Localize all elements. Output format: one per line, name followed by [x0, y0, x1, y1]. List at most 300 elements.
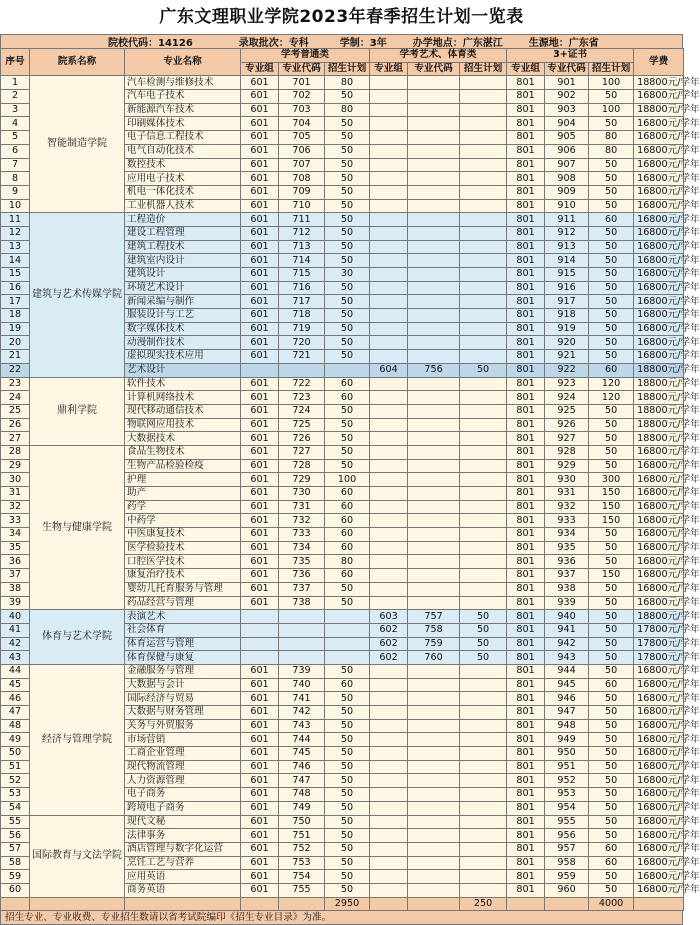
cert-code: 910 [545, 199, 589, 213]
major-name: 酒店管理与数字化运营 [125, 842, 241, 856]
general-group [241, 651, 279, 665]
arts-code [408, 185, 460, 199]
cert-code: 944 [545, 664, 589, 678]
cert-plan: 100 [589, 103, 634, 117]
cert-plan: 150 [589, 514, 634, 528]
cert-plan: 50 [589, 322, 634, 336]
major-name: 康复治疗技术 [125, 569, 241, 583]
arts-group [370, 692, 408, 706]
header-group-a: 学考普通类 [241, 49, 370, 63]
general-plan: 50 [325, 404, 370, 418]
general-plan: 60 [325, 487, 370, 501]
major-name: 新能源汽车技术 [125, 103, 241, 117]
total-c: 4000 [589, 897, 634, 910]
arts-group [370, 487, 408, 501]
arts-code: 756 [408, 363, 460, 377]
major-name: 服装设计与工艺 [125, 309, 241, 323]
general-plan: 50 [325, 719, 370, 733]
arts-group [370, 254, 408, 268]
cert-code: 936 [545, 555, 589, 569]
cert-plan: 50 [589, 158, 634, 172]
department-name: 体育与艺术学院 [30, 610, 125, 665]
arts-group [370, 144, 408, 158]
cert-plan: 50 [589, 692, 634, 706]
tuition-fee: 18800元/学年 [634, 404, 684, 418]
tuition-fee: 16800元/学年 [634, 747, 684, 761]
general-plan: 50 [325, 144, 370, 158]
arts-code [408, 226, 460, 240]
arts-plan [460, 199, 507, 213]
cert-code: 951 [545, 760, 589, 774]
arts-code [408, 842, 460, 856]
row-number: 9 [1, 185, 30, 199]
general-code: 722 [279, 377, 325, 391]
major-name: 中药学 [125, 514, 241, 528]
arts-plan: 50 [460, 637, 507, 651]
major-name: 体育保健与康复 [125, 651, 241, 665]
cert-code: 920 [545, 336, 589, 350]
arts-group [370, 240, 408, 254]
tuition-fee: 16800元/学年 [634, 445, 684, 459]
arts-group [370, 103, 408, 117]
cert-plan: 50 [589, 774, 634, 788]
arts-plan [460, 322, 507, 336]
cert-plan: 50 [589, 445, 634, 459]
general-code: 728 [279, 459, 325, 473]
cert-code: 953 [545, 788, 589, 802]
arts-plan [460, 692, 507, 706]
general-group: 601 [241, 350, 279, 364]
cert-plan: 50 [589, 528, 634, 542]
general-code: 755 [279, 883, 325, 897]
general-plan: 50 [325, 418, 370, 432]
tuition-fee: 18800元/学年 [634, 610, 684, 624]
arts-code [408, 473, 460, 487]
row-number: 52 [1, 774, 30, 788]
general-code [279, 363, 325, 377]
arts-group [370, 185, 408, 199]
row-number: 8 [1, 172, 30, 186]
general-code: 733 [279, 528, 325, 542]
cert-group: 801 [507, 281, 545, 295]
general-group: 601 [241, 131, 279, 145]
general-code: 749 [279, 801, 325, 815]
cert-code: 912 [545, 226, 589, 240]
cert-group: 801 [507, 76, 545, 90]
cert-group: 801 [507, 226, 545, 240]
arts-plan [460, 391, 507, 405]
arts-code [408, 295, 460, 309]
cert-plan: 50 [589, 185, 634, 199]
table-row [1, 76, 684, 90]
general-group: 601 [241, 268, 279, 282]
general-group: 601 [241, 733, 279, 747]
major-name: 现代物流管理 [125, 760, 241, 774]
major-name: 助产 [125, 487, 241, 501]
header-sub-plan: 招生计划 [325, 62, 370, 76]
arts-plan [460, 706, 507, 720]
general-group: 601 [241, 747, 279, 761]
row-number: 57 [1, 842, 30, 856]
cert-group: 801 [507, 350, 545, 364]
arts-code [408, 678, 460, 692]
cert-group: 801 [507, 363, 545, 377]
cert-code: 932 [545, 500, 589, 514]
arts-plan: 50 [460, 651, 507, 665]
cert-code: 955 [545, 815, 589, 829]
row-number: 56 [1, 829, 30, 843]
arts-plan [460, 144, 507, 158]
general-plan: 50 [325, 733, 370, 747]
general-code [279, 637, 325, 651]
row-number: 18 [1, 309, 30, 323]
row-number: 20 [1, 336, 30, 350]
major-name: 药品经营与管理 [125, 596, 241, 610]
tuition-fee: 16800元/学年 [634, 199, 684, 213]
general-group: 601 [241, 76, 279, 90]
tuition-fee: 16800元/学年 [634, 240, 684, 254]
arts-code [408, 322, 460, 336]
tuition-fee: 16800元/学年 [634, 555, 684, 569]
row-number: 1 [1, 76, 30, 90]
row-number: 10 [1, 199, 30, 213]
tuition-fee: 16800元/学年 [634, 801, 684, 815]
arts-code: 757 [408, 610, 460, 624]
arts-group [370, 733, 408, 747]
header-fee: 学费 [634, 49, 684, 76]
general-group: 601 [241, 760, 279, 774]
arts-group [370, 541, 408, 555]
admission-batch: 录取批次：专科 [238, 38, 309, 49]
arts-group [370, 664, 408, 678]
arts-code [408, 541, 460, 555]
arts-plan: 50 [460, 363, 507, 377]
general-plan: 50 [325, 254, 370, 268]
general-plan: 60 [325, 500, 370, 514]
major-name: 建筑工程技术 [125, 240, 241, 254]
general-code: 746 [279, 760, 325, 774]
general-code [279, 623, 325, 637]
cert-group: 801 [507, 144, 545, 158]
header-sub-group: 专业组 [370, 62, 408, 76]
arts-group [370, 774, 408, 788]
cert-plan: 50 [589, 281, 634, 295]
arts-code [408, 172, 460, 186]
tuition-fee: 16800元/学年 [634, 883, 684, 897]
arts-plan [460, 172, 507, 186]
arts-code [408, 774, 460, 788]
row-number: 41 [1, 623, 30, 637]
general-group: 601 [241, 829, 279, 843]
cert-code: 911 [545, 213, 589, 227]
cert-group: 801 [507, 418, 545, 432]
arts-group [370, 172, 408, 186]
general-plan: 50 [325, 226, 370, 240]
arts-code [408, 514, 460, 528]
cert-code: 909 [545, 185, 589, 199]
general-group [241, 637, 279, 651]
general-group: 601 [241, 432, 279, 446]
cert-plan: 50 [589, 240, 634, 254]
cert-group: 801 [507, 117, 545, 131]
department-name: 鼎利学院 [30, 377, 125, 445]
general-plan: 50 [325, 172, 370, 186]
arts-group [370, 678, 408, 692]
arts-plan [460, 747, 507, 761]
general-code: 712 [279, 226, 325, 240]
major-name: 药学 [125, 500, 241, 514]
arts-group [370, 842, 408, 856]
tuition-fee: 16800元/学年 [634, 815, 684, 829]
arts-group [370, 76, 408, 90]
major-name: 建设工程管理 [125, 226, 241, 240]
cert-code: 945 [545, 678, 589, 692]
tuition-fee: 18800元/学年 [634, 76, 684, 90]
arts-group [370, 760, 408, 774]
general-group: 601 [241, 254, 279, 268]
table-row [1, 213, 684, 227]
arts-plan [460, 774, 507, 788]
general-code: 701 [279, 76, 325, 90]
row-number: 11 [1, 213, 30, 227]
general-group: 601 [241, 692, 279, 706]
cert-code: 924 [545, 391, 589, 405]
general-group: 601 [241, 199, 279, 213]
general-group: 601 [241, 815, 279, 829]
arts-plan: 50 [460, 623, 507, 637]
general-group: 601 [241, 801, 279, 815]
major-name: 汽车检测与维修技术 [125, 76, 241, 90]
cert-plan: 50 [589, 295, 634, 309]
major-name: 虚拟现实技术应用 [125, 350, 241, 364]
cert-plan: 50 [589, 637, 634, 651]
arts-group [370, 883, 408, 897]
general-code: 732 [279, 514, 325, 528]
row-number: 34 [1, 528, 30, 542]
general-plan: 50 [325, 596, 370, 610]
arts-group [370, 528, 408, 542]
general-plan: 50 [325, 760, 370, 774]
header-group-c: 3+证书 [507, 49, 634, 63]
cert-group: 801 [507, 377, 545, 391]
general-code: 735 [279, 555, 325, 569]
cert-plan: 60 [589, 856, 634, 870]
cert-plan: 50 [589, 555, 634, 569]
major-name: 机电一体化技术 [125, 185, 241, 199]
page-title: 广东文理职业学院2023年春季招生计划一览表 [159, 7, 524, 27]
cert-code: 923 [545, 377, 589, 391]
general-plan: 50 [325, 883, 370, 897]
cert-code: 952 [545, 774, 589, 788]
row-number: 60 [1, 883, 30, 897]
arts-group [370, 226, 408, 240]
major-name: 生物产品检验检疫 [125, 459, 241, 473]
tuition-fee: 16800元/学年 [634, 500, 684, 514]
cert-group: 801 [507, 664, 545, 678]
cert-plan: 80 [589, 144, 634, 158]
cert-group: 801 [507, 760, 545, 774]
general-group: 601 [241, 487, 279, 501]
cert-plan: 50 [589, 432, 634, 446]
arts-code [408, 719, 460, 733]
arts-group: 602 [370, 637, 408, 651]
table-row [1, 377, 684, 391]
cert-group: 801 [507, 295, 545, 309]
cert-group: 801 [507, 733, 545, 747]
major-name: 口腔医学技术 [125, 555, 241, 569]
general-plan: 80 [325, 555, 370, 569]
row-number: 19 [1, 322, 30, 336]
general-plan: 50 [325, 90, 370, 104]
major-name: 体育运营与管理 [125, 637, 241, 651]
general-group: 601 [241, 295, 279, 309]
cert-group: 801 [507, 596, 545, 610]
general-code: 730 [279, 487, 325, 501]
row-number: 31 [1, 487, 30, 501]
arts-code: 759 [408, 637, 460, 651]
cert-group: 801 [507, 199, 545, 213]
arts-group [370, 856, 408, 870]
arts-code [408, 664, 460, 678]
general-code: 729 [279, 473, 325, 487]
cert-code: 950 [545, 747, 589, 761]
arts-code [408, 445, 460, 459]
general-plan: 60 [325, 377, 370, 391]
cert-group: 801 [507, 870, 545, 884]
row-number: 30 [1, 473, 30, 487]
row-number: 50 [1, 747, 30, 761]
cert-code: 906 [545, 144, 589, 158]
department-name: 建筑与艺术传媒学院 [30, 213, 125, 377]
arts-plan [460, 788, 507, 802]
major-name: 物联网应用技术 [125, 418, 241, 432]
study-years: 学制：3年 [339, 38, 387, 49]
row-number: 6 [1, 144, 30, 158]
arts-plan [460, 268, 507, 282]
cert-group: 801 [507, 336, 545, 350]
general-group: 601 [241, 117, 279, 131]
row-number: 29 [1, 459, 30, 473]
cert-plan: 60 [589, 363, 634, 377]
general-plan: 50 [325, 199, 370, 213]
row-number: 7 [1, 158, 30, 172]
cert-code: 927 [545, 432, 589, 446]
general-code: 737 [279, 582, 325, 596]
row-number: 39 [1, 596, 30, 610]
cert-code: 914 [545, 254, 589, 268]
arts-code [408, 569, 460, 583]
general-group: 601 [241, 706, 279, 720]
cert-code: 939 [545, 596, 589, 610]
general-plan [325, 363, 370, 377]
general-group: 601 [241, 856, 279, 870]
tuition-fee: 16800元/学年 [634, 144, 684, 158]
tuition-fee: 16800元/学年 [634, 870, 684, 884]
tuition-fee: 16800元/学年 [634, 226, 684, 240]
general-code: 753 [279, 856, 325, 870]
arts-plan [460, 76, 507, 90]
school-code: 院校代码：14126 [108, 38, 193, 49]
cert-plan: 50 [589, 706, 634, 720]
general-plan: 60 [325, 541, 370, 555]
row-number: 47 [1, 706, 30, 720]
cert-code: 941 [545, 623, 589, 637]
arts-group [370, 459, 408, 473]
general-plan: 50 [325, 117, 370, 131]
major-name: 跨境电子商务 [125, 801, 241, 815]
cert-group: 801 [507, 856, 545, 870]
general-plan: 50 [325, 582, 370, 596]
general-plan: 50 [325, 350, 370, 364]
cert-plan: 50 [589, 651, 634, 665]
arts-group [370, 582, 408, 596]
row-number: 42 [1, 637, 30, 651]
cert-plan: 50 [589, 254, 634, 268]
row-number: 55 [1, 815, 30, 829]
tuition-fee: 16800元/学年 [634, 295, 684, 309]
row-number: 3 [1, 103, 30, 117]
tuition-fee: 16800元/学年 [634, 514, 684, 528]
arts-group: 602 [370, 623, 408, 637]
general-plan: 50 [325, 131, 370, 145]
table-row [1, 815, 684, 829]
arts-group: 604 [370, 363, 408, 377]
general-group: 601 [241, 788, 279, 802]
general-code: 734 [279, 541, 325, 555]
cert-plan: 50 [589, 815, 634, 829]
general-code: 744 [279, 733, 325, 747]
general-plan: 50 [325, 747, 370, 761]
major-name: 社会体育 [125, 623, 241, 637]
cert-plan: 50 [589, 801, 634, 815]
school-location: 办学地点：广东湛江 [412, 38, 503, 49]
cert-code: 956 [545, 829, 589, 843]
header-group-b: 学考艺术、体育类 [370, 49, 507, 63]
tuition-fee: 16800元/学年 [634, 760, 684, 774]
general-plan: 60 [325, 678, 370, 692]
arts-group [370, 377, 408, 391]
general-group: 601 [241, 240, 279, 254]
arts-code [408, 404, 460, 418]
cert-code: 928 [545, 445, 589, 459]
cert-code: 949 [545, 733, 589, 747]
cert-code: 903 [545, 103, 589, 117]
arts-plan [460, 500, 507, 514]
general-code: 724 [279, 404, 325, 418]
general-code: 731 [279, 500, 325, 514]
arts-plan [460, 870, 507, 884]
cert-plan: 120 [589, 377, 634, 391]
row-number: 38 [1, 582, 30, 596]
arts-code [408, 268, 460, 282]
cert-plan: 50 [589, 404, 634, 418]
arts-code [408, 254, 460, 268]
arts-plan [460, 213, 507, 227]
cert-code: 902 [545, 90, 589, 104]
cert-plan: 120 [589, 391, 634, 405]
arts-code [408, 117, 460, 131]
arts-group [370, 117, 408, 131]
row-number: 2 [1, 90, 30, 104]
general-group: 601 [241, 664, 279, 678]
arts-code [408, 432, 460, 446]
major-name: 护理 [125, 473, 241, 487]
general-plan: 50 [325, 692, 370, 706]
row-number: 48 [1, 719, 30, 733]
cert-code: 959 [545, 870, 589, 884]
major-name: 工商企业管理 [125, 747, 241, 761]
arts-code [408, 459, 460, 473]
